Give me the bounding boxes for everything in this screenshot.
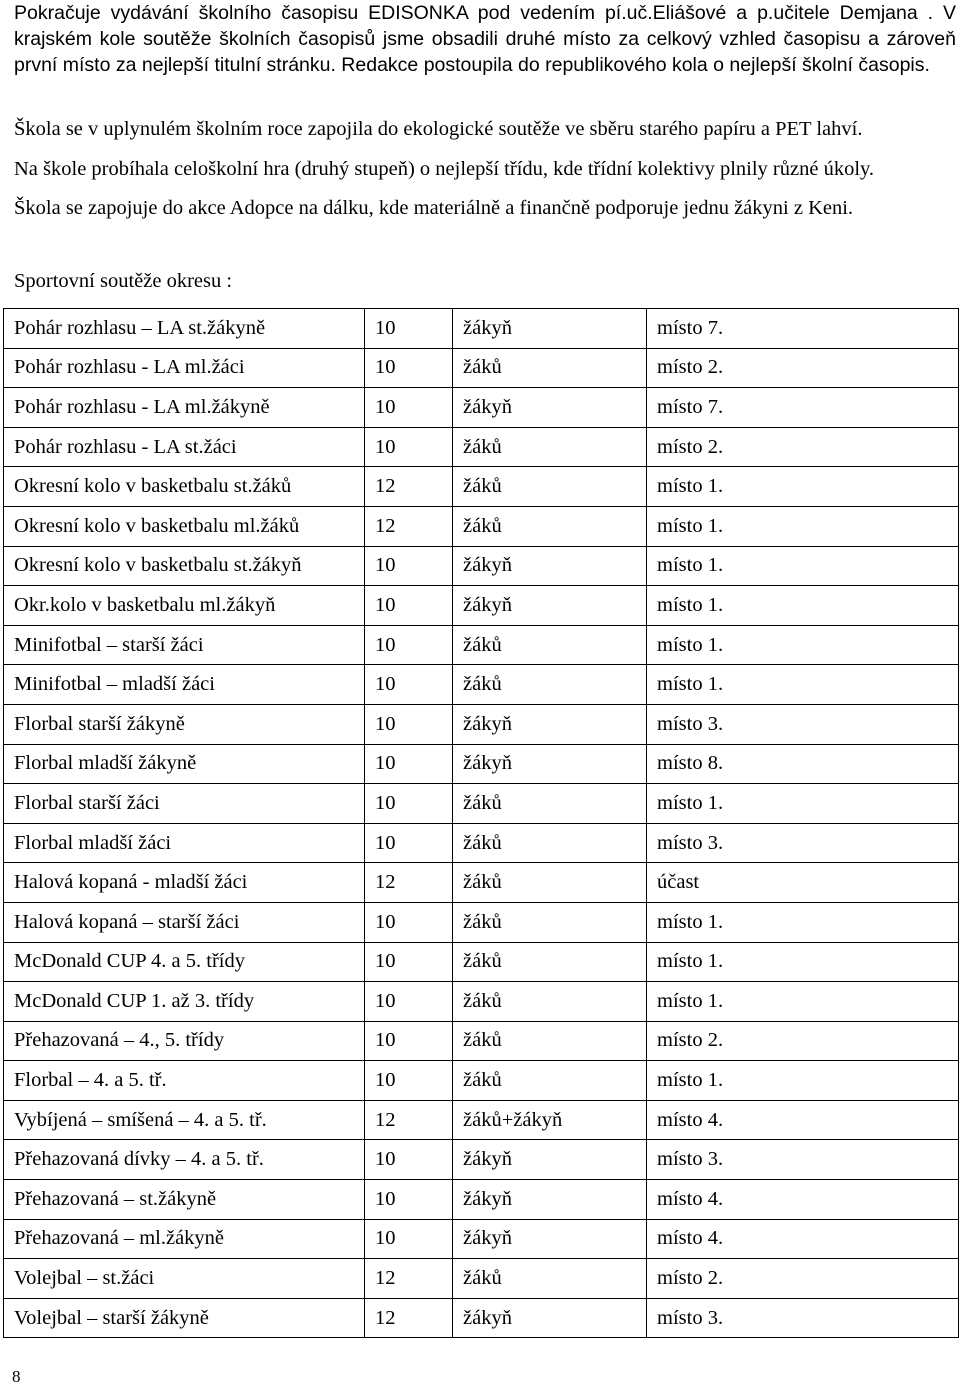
- table-row: [4, 942, 959, 982]
- table-row: [4, 1100, 959, 1140]
- placement-cell: místo 1.: [647, 982, 959, 1022]
- ecology-paragraph: Škola se v uplynulém školním roce zapojila do ekologické soutěže ve sběru starého papíru a PET lahví.: [14, 118, 863, 140]
- group-cell: žáků: [453, 665, 647, 705]
- placement-cell: místo 4.: [647, 1219, 959, 1259]
- count-cell: 10: [365, 982, 453, 1022]
- table-row: [4, 902, 959, 942]
- count-cell: 12: [365, 1298, 453, 1338]
- group-cell: žáků: [453, 427, 647, 467]
- placement-cell: místo 2.: [647, 348, 959, 388]
- competition-cell: Minifotbal – mladší žáci: [4, 665, 365, 705]
- competition-cell: McDonald CUP 1. až 3. třídy: [4, 982, 365, 1022]
- count-cell: 10: [365, 309, 453, 349]
- table-row: [4, 665, 959, 705]
- group-cell: žákyň: [453, 1140, 647, 1180]
- school-game-paragraph: Na škole probíhala celoškolní hra (druhý stupeň) o nejlepší třídu, kde třídní kolektivy plnily různé úkoly.: [14, 158, 875, 180]
- count-cell: 10: [365, 1219, 453, 1259]
- competition-cell: Halová kopaná – starší žáci: [4, 902, 365, 942]
- count-cell: 12: [365, 1100, 453, 1140]
- page-number: 8: [12, 1367, 21, 1386]
- count-cell: 10: [365, 348, 453, 388]
- table-row: [4, 1298, 959, 1338]
- count-cell: 10: [365, 1140, 453, 1180]
- table-row: [4, 1180, 959, 1220]
- group-cell: žáků: [453, 1021, 647, 1061]
- table-row: [4, 784, 959, 824]
- competition-cell: Okresní kolo v basketbalu st.žákyň: [4, 546, 365, 586]
- placement-cell: místo 1.: [647, 784, 959, 824]
- count-cell: 10: [365, 902, 453, 942]
- sports-results-table: [3, 308, 959, 1338]
- competition-cell: Pohár rozhlasu – LA st.žákyně: [4, 309, 365, 349]
- count-cell: 12: [365, 1259, 453, 1299]
- competition-cell: Florbal mladší žákyně: [4, 744, 365, 784]
- count-cell: 10: [365, 1021, 453, 1061]
- group-cell: žákyň: [453, 309, 647, 349]
- competition-cell: Florbal starší žákyně: [4, 704, 365, 744]
- placement-cell: místo 3.: [647, 704, 959, 744]
- count-cell: 10: [365, 427, 453, 467]
- group-cell: žáků: [453, 982, 647, 1022]
- count-cell: 12: [365, 506, 453, 546]
- count-cell: 10: [365, 546, 453, 586]
- placement-cell: místo 7.: [647, 309, 959, 349]
- sports-heading: Sportovní soutěže okresu :: [14, 270, 233, 292]
- table-row: [4, 982, 959, 1022]
- group-cell: žáků: [453, 902, 647, 942]
- placement-cell: místo 1.: [647, 586, 959, 626]
- competition-cell: Florbal – 4. a 5. tř.: [4, 1061, 365, 1101]
- count-cell: 10: [365, 704, 453, 744]
- group-cell: žáků: [453, 1259, 647, 1299]
- adoption-paragraph: Škola se zapojuje do akce Adopce na dálku, kde materiálně a finančně podporuje jednu žákyni z Keni.: [14, 197, 854, 219]
- placement-cell: místo 1.: [647, 625, 959, 665]
- intro-paragraph: Pokračuje vydávání školního časopisu EDISONKA pod vedením pí.uč.Eliášové a p.učitele Demjana . V krajském kole soutěže školních časopisů jsme obsadili druhé místo za celkový vzhled časopisu a zároveň první místo za nejlepší titulní stránku. Redakce postoupila do republikového kola o nejlepší školní časopis.: [14, 2, 956, 76]
- placement-cell: místo 1.: [647, 546, 959, 586]
- placement-cell: místo 1.: [647, 942, 959, 982]
- placement-cell: místo 3.: [647, 823, 959, 863]
- competition-cell: Přehazovaná – ml.žákyně: [4, 1219, 365, 1259]
- competition-cell: Přehazovaná – st.žákyně: [4, 1180, 365, 1220]
- table-row: [4, 704, 959, 744]
- group-cell: žákyň: [453, 1219, 647, 1259]
- placement-cell: místo 3.: [647, 1298, 959, 1338]
- group-cell: žáků: [453, 823, 647, 863]
- placement-cell: místo 1.: [647, 902, 959, 942]
- placement-cell: místo 4.: [647, 1100, 959, 1140]
- group-cell: žáků: [453, 625, 647, 665]
- group-cell: žáků: [453, 942, 647, 982]
- group-cell: žákyň: [453, 586, 647, 626]
- group-cell: žákyň: [453, 388, 647, 428]
- group-cell: žákyň: [453, 1298, 647, 1338]
- competition-cell: Volejbal – starší žákyně: [4, 1298, 365, 1338]
- sports-results-body: [4, 309, 959, 1338]
- group-cell: žákyň: [453, 744, 647, 784]
- placement-cell: místo 2.: [647, 1021, 959, 1061]
- placement-cell: místo 1.: [647, 467, 959, 507]
- table-row: [4, 1219, 959, 1259]
- count-cell: 10: [365, 665, 453, 705]
- count-cell: 10: [365, 388, 453, 428]
- group-cell: žáků: [453, 1061, 647, 1101]
- competition-cell: Pohár rozhlasu - LA ml.žákyně: [4, 388, 365, 428]
- table-row: [4, 744, 959, 784]
- table-row: [4, 823, 959, 863]
- count-cell: 12: [365, 467, 453, 507]
- competition-cell: Okresní kolo v basketbalu ml.žáků: [4, 506, 365, 546]
- table-row: [4, 1259, 959, 1299]
- table-row: [4, 467, 959, 507]
- placement-cell: místo 1.: [647, 506, 959, 546]
- group-cell: žáků: [453, 348, 647, 388]
- group-cell: žáků+žákyň: [453, 1100, 647, 1140]
- count-cell: 10: [365, 1061, 453, 1101]
- placement-cell: místo 1.: [647, 1061, 959, 1101]
- count-cell: 10: [365, 942, 453, 982]
- group-cell: žáků: [453, 467, 647, 507]
- table-row: [4, 625, 959, 665]
- placement-cell: místo 1.: [647, 665, 959, 705]
- table-row: [4, 388, 959, 428]
- group-cell: žákyň: [453, 704, 647, 744]
- competition-cell: Florbal starší žáci: [4, 784, 365, 824]
- competition-cell: Minifotbal – starší žáci: [4, 625, 365, 665]
- count-cell: 10: [365, 1180, 453, 1220]
- table-row: [4, 506, 959, 546]
- placement-cell: účast: [647, 863, 959, 903]
- placement-cell: místo 4.: [647, 1180, 959, 1220]
- group-cell: žáků: [453, 506, 647, 546]
- table-row: [4, 1061, 959, 1101]
- table-row: [4, 348, 959, 388]
- count-cell: 10: [365, 784, 453, 824]
- table-row: [4, 1021, 959, 1061]
- count-cell: 10: [365, 586, 453, 626]
- group-cell: žákyň: [453, 1180, 647, 1220]
- table-row: [4, 863, 959, 903]
- table-row: [4, 309, 959, 349]
- competition-cell: Halová kopaná - mladší žáci: [4, 863, 365, 903]
- competition-cell: Okr.kolo v basketbalu ml.žákyň: [4, 586, 365, 626]
- competition-cell: Přehazovaná – 4., 5. třídy: [4, 1021, 365, 1061]
- competition-cell: Pohár rozhlasu - LA ml.žáci: [4, 348, 365, 388]
- competition-cell: McDonald CUP 4. a 5. třídy: [4, 942, 365, 982]
- competition-cell: Přehazovaná dívky – 4. a 5. tř.: [4, 1140, 365, 1180]
- competition-cell: Vybíjená – smíšená – 4. a 5. tř.: [4, 1100, 365, 1140]
- count-cell: 10: [365, 625, 453, 665]
- table-row: [4, 427, 959, 467]
- count-cell: 10: [365, 744, 453, 784]
- placement-cell: místo 8.: [647, 744, 959, 784]
- placement-cell: místo 7.: [647, 388, 959, 428]
- table-row: [4, 1140, 959, 1180]
- competition-cell: Okresní kolo v basketbalu st.žáků: [4, 467, 365, 507]
- group-cell: žáků: [453, 863, 647, 903]
- group-cell: žáků: [453, 784, 647, 824]
- table-row: [4, 546, 959, 586]
- competition-cell: Florbal mladší žáci: [4, 823, 365, 863]
- group-cell: žákyň: [453, 546, 647, 586]
- count-cell: 10: [365, 823, 453, 863]
- placement-cell: místo 2.: [647, 427, 959, 467]
- placement-cell: místo 2.: [647, 1259, 959, 1299]
- table-row: [4, 586, 959, 626]
- placement-cell: místo 3.: [647, 1140, 959, 1180]
- count-cell: 12: [365, 863, 453, 903]
- competition-cell: Volejbal – st.žáci: [4, 1259, 365, 1299]
- competition-cell: Pohár rozhlasu - LA st.žáci: [4, 427, 365, 467]
